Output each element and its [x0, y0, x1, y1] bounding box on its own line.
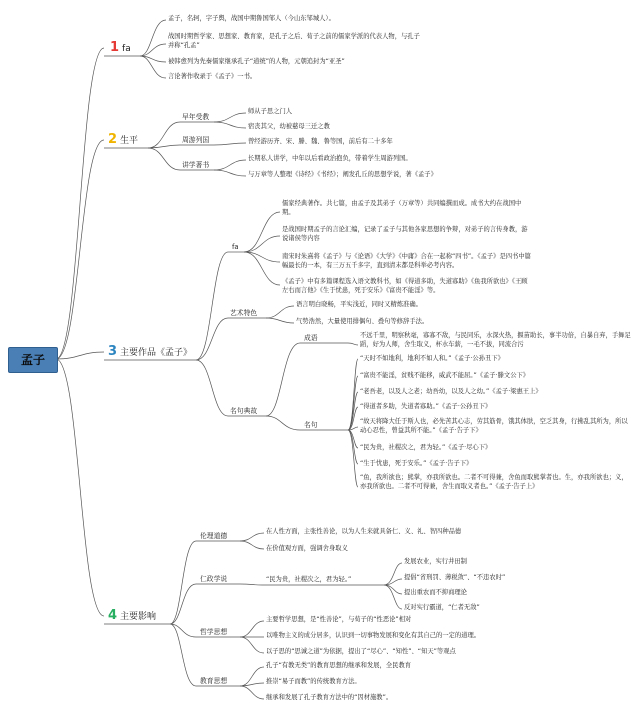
b2-group-travel: 周游列国	[182, 136, 210, 144]
b2-teach-item-1: 长期私人讲学，中年以后看政治抱负，带着学生周游列国。	[248, 155, 412, 162]
b3-saying-1: “天时不如地利，地利不如人和。”《孟子·公孙丑下》	[360, 355, 504, 362]
branch-4-label: 主要影响	[120, 612, 157, 622]
b2-group-teach: 讲学著书	[182, 161, 210, 169]
b2-early-item-1: 师从子思之门人	[248, 108, 293, 115]
b4-benevolent-item-3: 提出重农而不抑商理论	[404, 589, 467, 596]
b2-travel-item-1: 曾经游历齐、宋、滕、魏、鲁等国，前后有二十多年	[248, 138, 393, 145]
b3-idiom-label: 成语	[304, 334, 318, 342]
b3-fa-item-2: 是战国时期孟子的言论汇编，记录了孟子与其他各家思想的争辩，对弟子的言传身教，游说诸侯等内容	[282, 226, 528, 242]
branch-3-label: 主要作品《孟子》	[120, 348, 193, 358]
b3-style-item-2: 气势浩然，大量使用排偶句、叠句等修辞手法。	[296, 318, 429, 325]
branch-1-number: 1	[110, 40, 120, 55]
root-node: 孟子	[8, 347, 58, 373]
branch-3-node	[108, 345, 192, 360]
b4-benevolent-item-2: 提倡“省刑罚、薄税敛”、“不违农时”	[404, 574, 506, 581]
b4-ethics-item-2: 在价值观方面，强调舍身取义	[266, 545, 348, 552]
b4-education-item-3: 继承和发展了孔子教育方法中的“因材施教”。	[266, 694, 393, 701]
b3-saying-7: “生于忧患，死于安乐。”《孟子·告子下》	[360, 460, 473, 467]
branch-2-node	[108, 133, 138, 148]
b4-philosophy-item-1: 主要哲学思想，是“性善论”，与荀子的“性恶论”相对	[266, 616, 412, 623]
b4-philosophy-item-3: 以子思的“思诚之道”为依据，提出了“尽心”、“知性”、“知天”等观点	[266, 648, 456, 655]
b3-saying-5: “故天将降大任于斯人也，必先苦其心志，劳其筋骨，饿其体肤，空乏其身，行拂乱其所为，所以动心忍性，曾益其所不能。”《孟子·告子下》	[360, 418, 628, 434]
b3-saying-4: “得道者多助，失道者寡助。”《孟子·公孙丑下》	[360, 403, 492, 410]
b3-fa-label: fa	[232, 243, 239, 251]
b4-benevolent-item-1: 发展农业，实行井田制	[404, 558, 467, 565]
branch-4-number: 4	[108, 608, 118, 623]
branch-1-label: fa	[122, 44, 131, 54]
branch-1-node	[110, 41, 131, 56]
b2-early-item-2: 宿丧其父，幼被慈母三迁之教	[248, 123, 330, 130]
b3-saying-6: “民为贵，社稷次之，君为轻。”《孟子·尽心下》	[360, 444, 492, 451]
b3-style-item-1: 语言明白晓畅，平实浅近，同时又精炼准确。	[296, 301, 422, 308]
b3-saying-2: “富贵不能淫，贫贱不能移，威武不能屈。”《孟子·滕文公下》	[360, 372, 530, 379]
b1-item-3: 被韩愈列为先秦儒家继承孔子“道统”的人物，元朝追封为“亚圣”	[168, 58, 345, 65]
branch-2-label: 生平	[120, 136, 139, 146]
branch-4-node	[108, 609, 156, 624]
b3-fa-item-1: 儒家经典著作。共七篇，由孟子及其弟子（万章等）共同编撰而成。成书大约在战国中期。	[282, 200, 522, 216]
b3-saying-8: “鱼，我所欲也；熊掌，亦我所欲也。二者不可得兼，舍鱼而取熊掌者也。生，亦我所欲也；义，亦我所欲也。二者不可得兼，舍生而取义者也。”《孟子·告子上》	[360, 474, 628, 490]
b4-group-philosophy: 哲学思想	[200, 628, 228, 636]
b1-item-2: 战国时期哲学家、思想家、教育家，是孔子之后、荀子之前的儒家学派的代表人物，与孔子并称“孔孟”	[168, 33, 420, 49]
b4-group-education: 教育思想	[200, 677, 228, 685]
b4-ethics-item-1: 在人性方面，主张性善论，以为人生来就具备仁、义、礼、智四种品德	[266, 528, 462, 535]
b3-fa-item-4: 《孟子》中有多篇课程选入语文教科书，如《得道多助，失道寡助》《鱼我所欲也》《王顾左右而言他》《生于忧患，死于安乐》《富贵不能淫》等。	[282, 278, 528, 294]
b3-fa-item-3: 南宋时朱熹将《孟子》与《论语》《大学》《中庸》合在一起称“四书”。《孟子》是四书中篇幅最长的一本，有三万五千多字，直到清末都是科举必考内容。	[282, 253, 531, 269]
b4-education-item-2: 推崇“易子而教”的传统教育方法。	[266, 678, 361, 685]
b4-group-ethics: 伦理道德	[200, 532, 228, 540]
b2-teach-item-2: 与万章等人整理《诗经》《书经》；阐发孔丘的思想学说，著《孟子》	[248, 171, 437, 178]
b3-idiom-item-1: 不远千里，明察秋毫，寡寡不敌，与民同乐，水深火热，揠苗助长，事半功倍，自暴自弃，手舞足蹈，好为人师，舍生取义，杯水车薪，一毛不拔，同流合污	[360, 332, 631, 348]
b1-item-1: 孟子，名轲，字子舆，战国中期鲁国邹人（今山东邹城人）。	[168, 15, 335, 22]
b4-group-benevolent: 仁政学说	[200, 575, 228, 583]
b2-group-early: 早年受教	[182, 113, 210, 121]
b1-item-4: 言论著作收录于《孟子》一书。	[168, 73, 257, 80]
b3-saying-3: “老吾老，以及人之老；幼吾幼，以及人之幼。”《孟子·梁惠王上》	[360, 388, 542, 395]
b3-sayings-label: 名句	[304, 421, 318, 429]
b4-benevolent-main: “民为贵，社稷次之，君为轻。”	[266, 576, 352, 583]
b4-philosophy-item-2: 以唯物主义的成分居多，认识到一切事物发展和变化有其自己的一定的道理。	[266, 632, 481, 639]
branch-2-number: 2	[108, 132, 118, 147]
b3-style-label: 艺术特色	[230, 309, 258, 317]
b4-education-item-1: 孔子“有教无类”的教育思想的继承和发展，全民教育	[266, 662, 412, 669]
b3-quotes-label: 名句典故	[230, 407, 258, 415]
b4-benevolent-item-4: 反对实行霸道，“仁者无敌”	[404, 604, 480, 611]
branch-3-number: 3	[108, 344, 118, 359]
